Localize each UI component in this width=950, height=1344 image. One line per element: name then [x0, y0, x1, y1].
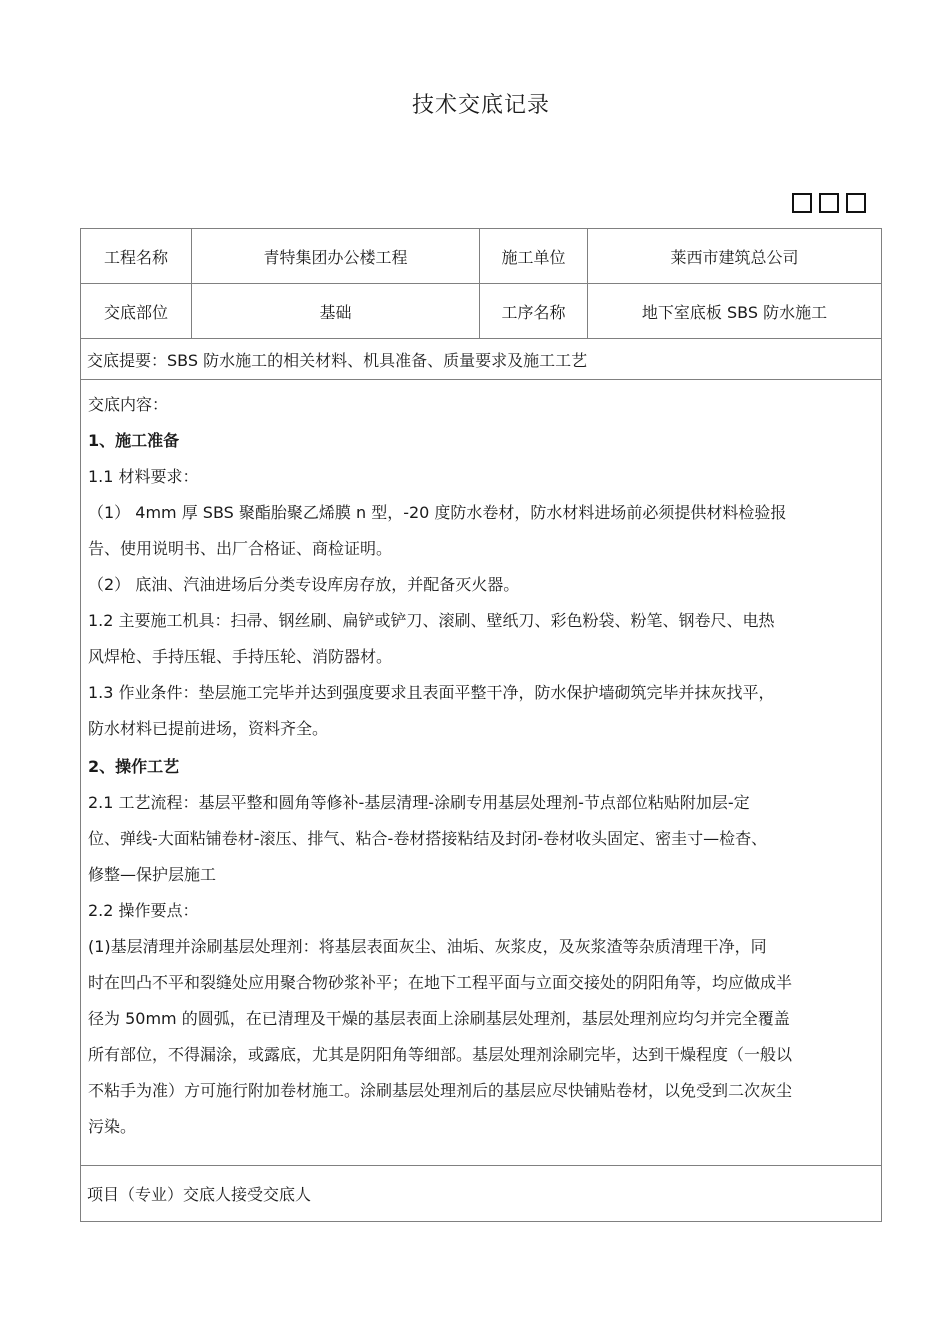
project-name-label: 工程名称 [81, 229, 192, 284]
content-line: 所有部位，不得漏涂，或露底，尤其是阴阳角等细部。基层处理剂涂刷完毕，达到干燥程度（一般以 [88, 1045, 793, 1064]
content-line: (1)基层清理并涂刷基层处理剂：将基层表面灰尘、油垢、灰浆皮，及灰浆渣等杂质清理干净，同 [88, 937, 767, 956]
location-value: 基础 [192, 284, 480, 339]
process-label: 工序名称 [480, 284, 588, 339]
content-body [88, 387, 873, 1145]
header-box [846, 193, 866, 213]
disclosure-table [80, 228, 882, 1222]
content-line: （1） 4mm 厚 SBS 聚酯胎聚乙烯膜 n 型，-20 度防水卷材，防水材料进场前必须提供材料检验报 [88, 503, 787, 522]
content-line: 修整—保护层施工 [88, 865, 217, 884]
construction-unit-label: 施工单位 [480, 229, 588, 284]
section-heading: 2、操作工艺 [88, 757, 180, 776]
content-line: 风焊枪、手持压辊、手持压轮、消防器材。 [88, 647, 393, 666]
project-name-value: 青特集团办公楼工程 [192, 229, 480, 284]
location-label: 交底部位 [81, 284, 192, 339]
summary-text: 交底提要：SBS 防水施工的相关材料、机具准备、质量要求及施工工艺 [81, 339, 882, 380]
summary-row [81, 339, 882, 380]
content-line: 径为 50mm 的圆弧，在已清理及干燥的基层表面上涂刷基层处理剂，基层处理剂应均匀并完全覆盖 [88, 1009, 790, 1028]
content-line: 1.2 主要施工机具：扫帚、钢丝刷、扁铲或铲刀、滚刷、壁纸刀、彩色粉袋、粉笔、钢卷尺、电热 [88, 611, 775, 630]
section-heading: 1、施工准备 [88, 431, 180, 450]
header-checkboxes [792, 193, 866, 213]
header-box [792, 193, 812, 213]
content-line: 1.1 材料要求： [88, 467, 199, 486]
content-line: 告、使用说明书、出厂合格证、商检证明。 [88, 539, 393, 558]
content-heading: 交底内容： [88, 395, 169, 414]
content-line: 位、弹线-大面粘铺卷材-滚压、排气、粘合-卷材搭接粘结及封闭-卷材收头固定、密圭寸—检杳、 [88, 829, 768, 848]
content-line: 不粘手为准）方可施行附加卷材施工。涂刷基层处理剂后的基层应尽快铺贴卷材，以免受到二次灰尘 [88, 1081, 793, 1100]
document-title: 技术交底记录 [411, 93, 550, 118]
header-box [819, 193, 839, 213]
construction-unit-value: 莱西市建筑总公司 [588, 229, 882, 284]
content-line: 1.3 作业条件：垫层施工完毕并达到强度要求且表面平整干净，防水保护墙砌筑完毕并抹灰找平， [88, 683, 775, 702]
info-row [81, 284, 882, 339]
content-line: 污染。 [88, 1117, 137, 1136]
signature-text: 项目（专业）交底人接受交底人 [81, 1166, 882, 1222]
content-line: （2） 底油、汽油进场后分类专设库房存放，并配备灭火器。 [88, 575, 520, 594]
content-row [81, 380, 882, 1166]
signature-row [81, 1166, 882, 1222]
content-line: 2.1 工艺流程：基层平整和圆角等修补-基层清理-涂刷专用基层处理剂-节点部位粘贴附加层-定 [88, 793, 750, 812]
content-line: 2.2 操作要点： [88, 901, 199, 920]
content-cell [81, 380, 882, 1166]
content-line: 防水材料已提前进场，资料齐全。 [88, 719, 329, 738]
info-row [81, 229, 882, 284]
content-line: 时在凹凸不平和裂缝处应用聚合物砂浆补平；在地下工程平面与立面交接处的阴阳角等，均应做成半 [88, 973, 793, 992]
process-value: 地下室底板 SBS 防水施工 [588, 284, 882, 339]
